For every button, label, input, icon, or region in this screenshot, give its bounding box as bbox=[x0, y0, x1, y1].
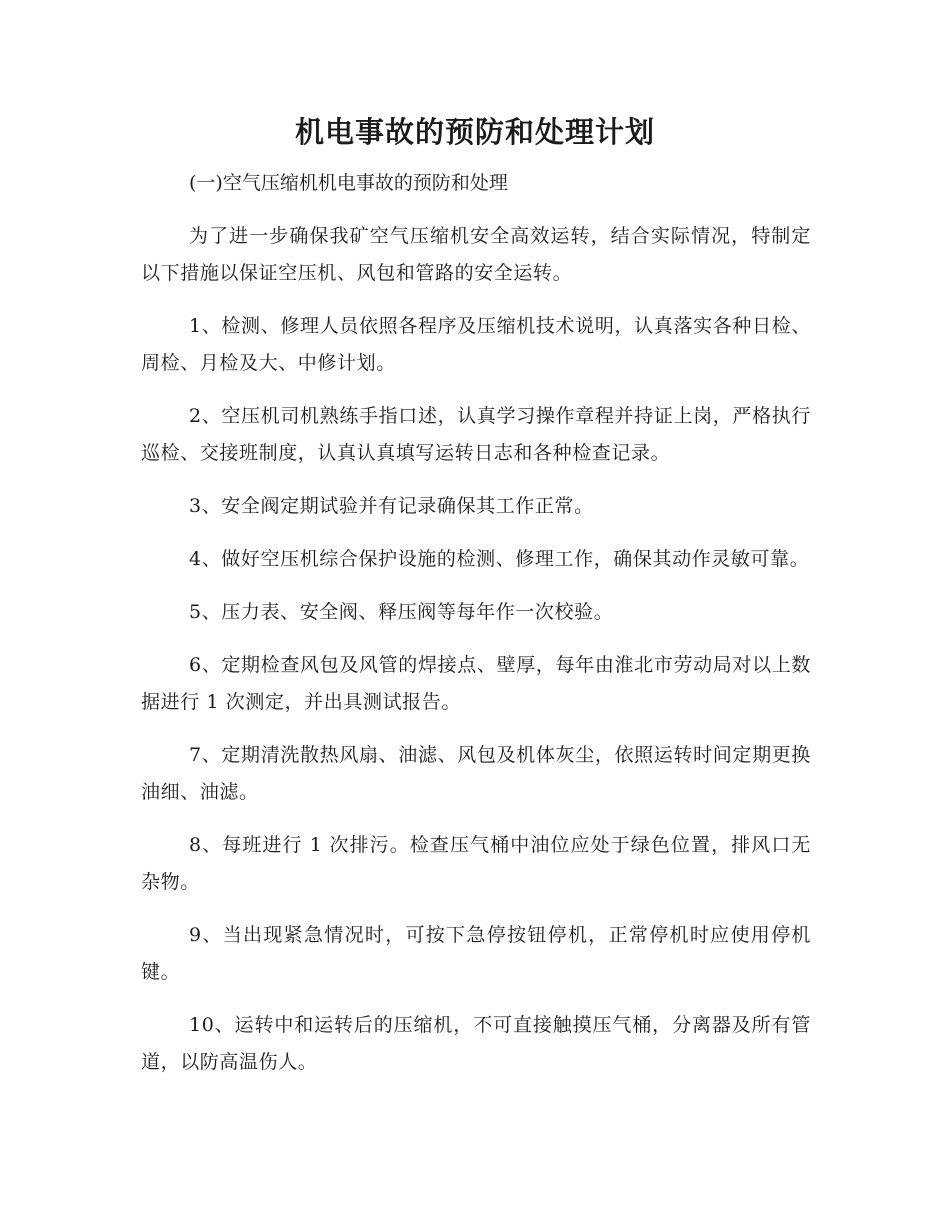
measure-item-5: 5、压力表、安全阀、释压阀等每年作一次校验。 bbox=[189, 601, 614, 623]
measure-item-3: 3、安全阀定期试验并有记录确保其工作正常。 bbox=[189, 495, 594, 517]
intro-paragraph: 为了进一步确保我矿空气压缩机安全高效运转，结合实际情况，特制定以下措施以保证空压机、风包和管路的安全运转。 bbox=[141, 225, 811, 284]
measure-item-1: 1、检测、修理人员依照各程序及压缩机技术说明，认真落实各种日检、周检、月检及大、中修计划。 bbox=[141, 315, 811, 374]
section-heading: (一)空气压缩机机电事故的预防和处理 bbox=[189, 172, 508, 194]
measure-item-6: 6、定期检查风包及风管的焊接点、壁厚，每年由淮北市劳动局对以上数据进行 1 次测定，并出具测试报告。 bbox=[141, 654, 811, 713]
measure-item-4: 4、做好空压机综合保护设施的检测、修理工作，确保其动作灵敏可靠。 bbox=[189, 548, 810, 570]
document-body bbox=[141, 218, 811, 1097]
measure-item-8: 8、每班进行 1 次排污。检查压气桶中油位应处于绿色位置，排风口无杂物。 bbox=[141, 834, 811, 893]
measure-item-7: 7、定期清洗散热风扇、油滤、风包及机体灰尘，依照运转时间定期更换油细、油滤。 bbox=[141, 744, 811, 803]
measure-item-10: 10、运转中和运转后的压缩机，不可直接触摸压气桶，分离器及所有管道，以防高温伤人。 bbox=[141, 1014, 811, 1073]
document-title: 机电事故的预防和处理计划 bbox=[294, 115, 655, 149]
measure-item-2: 2、空压机司机熟练手指口述，认真学习操作章程并持证上岗，严格执行巡检、交接班制度，认真认真填写运转日志和各种检查记录。 bbox=[141, 405, 811, 464]
measure-item-9: 9、当出现紧急情况时，可按下急停按钮停机，正常停机时应使用停机键。 bbox=[141, 924, 811, 983]
